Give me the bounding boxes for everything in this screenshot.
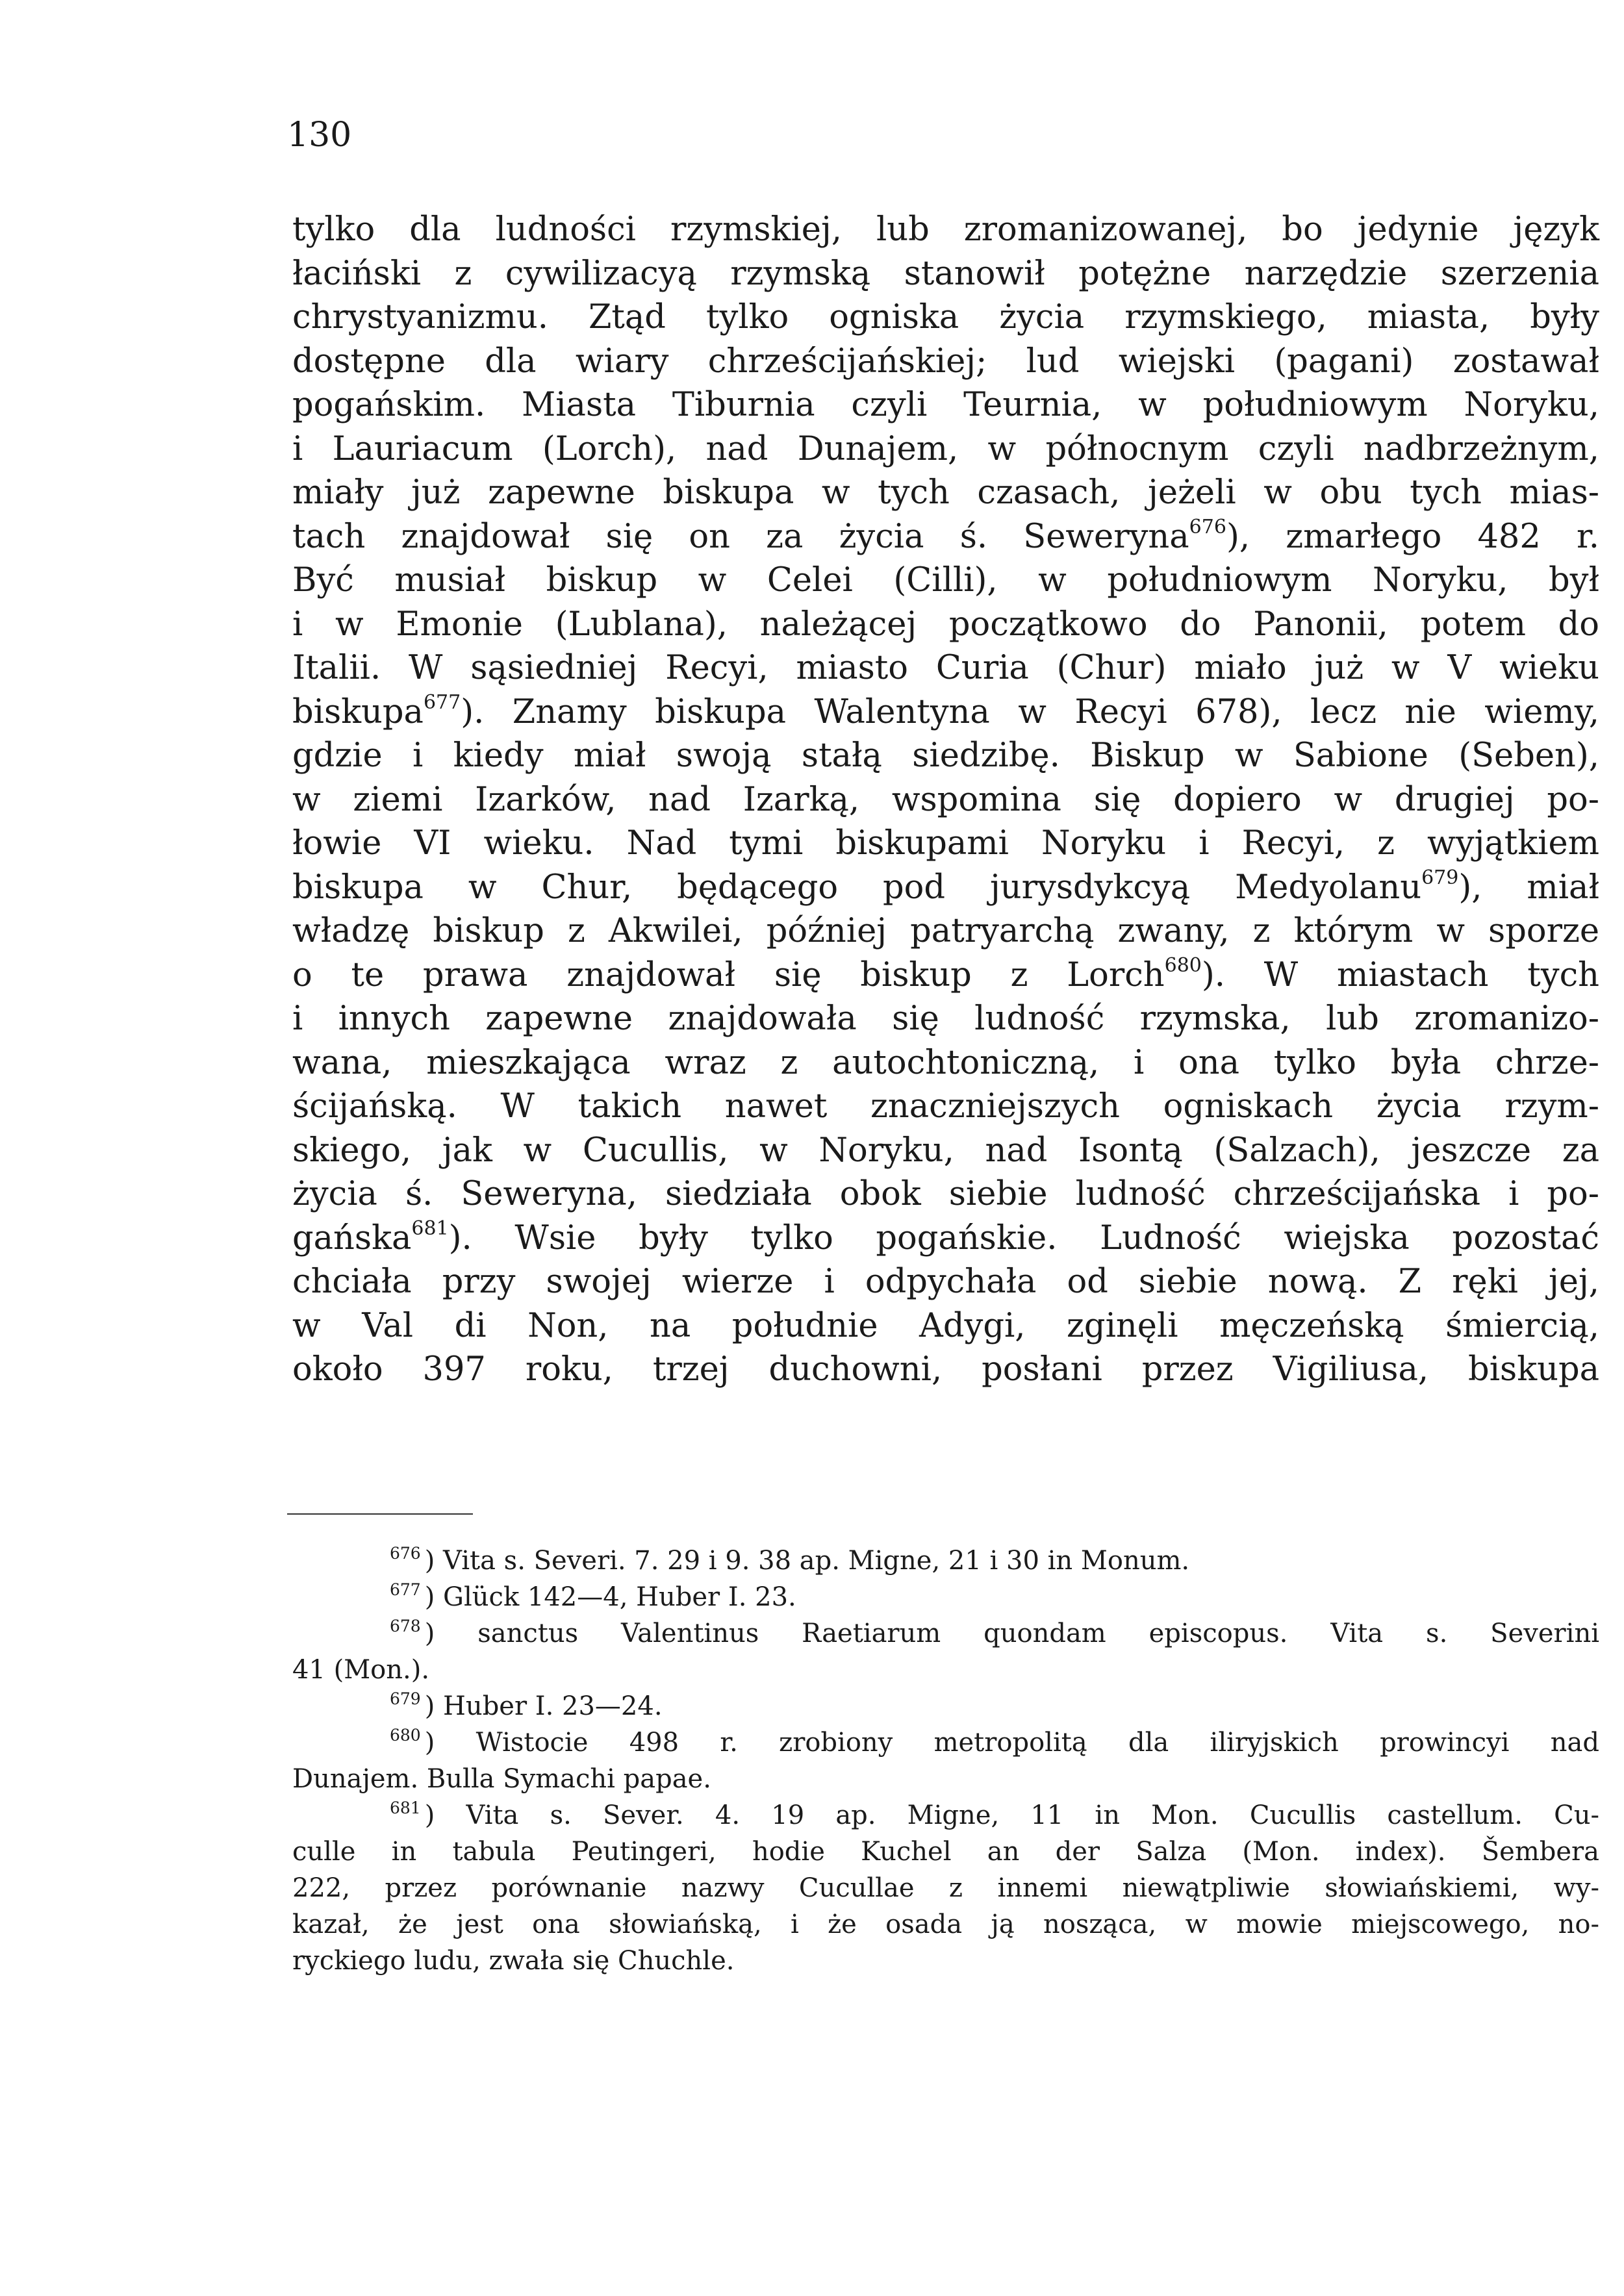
body-line-text: o te prawa znajdował się biskup z Lorch <box>292 955 1165 994</box>
footnote-line: $^{681}$ ) Vita s. Sever. 4. 19 ap. Migne, 11 in Mon. Cucullis castellum. Cu- <box>390 1798 1599 1830</box>
body-line-text: Italii. W sąsiedniej Recyi, miasto Curia (Chur) miało już w V wieku <box>292 649 1599 687</box>
body-line <box>292 515 1599 559</box>
footnote-line: $^{678}$ ) sanctus Valentinus Raetiarum quondam episcopus. Vita s. Severini <box>390 1617 1599 1648</box>
body-line <box>292 909 1599 953</box>
body-line <box>292 340 1599 384</box>
body-line-text: i w Emonie (Lublana), należącej początkowo do Panonii, potem do <box>292 605 1599 644</box>
footnote-line <box>292 1834 1599 1870</box>
body-line <box>292 559 1599 603</box>
body-line <box>292 1129 1599 1173</box>
footnote-text: sanctus Valentinus Raetiarum quondam episcopus. Vita s. Severini <box>477 1619 1599 1648</box>
footnote-ref: 680 <box>1164 953 1202 977</box>
body-line <box>292 603 1599 647</box>
footnote-number: 677 <box>390 1580 421 1599</box>
body-line <box>292 690 1599 735</box>
body-line-text: około 397 roku, trzej duchowni, posłani przez Vigiliusa, biskupa <box>292 1350 1599 1389</box>
footnote-line <box>292 1943 1599 1979</box>
page-number: 130 <box>287 116 352 155</box>
body-line-text: tylko dla ludności rzymskiej, lub zromanizowanej, bo jedynie język <box>292 210 1599 249</box>
body-line-text: ścijańską. W takich nawet znaczniejszych ogniskach życia rzym- <box>292 1087 1599 1126</box>
footnote-text: 222, przez porównanie nazwy Cucullae z innemi niewątpliwie słowiańskiemi, wy- <box>292 1873 1599 1903</box>
footnote-text: Huber I. 23—24. <box>443 1691 663 1721</box>
footnote-text: Glück 142—4, Huber I. 23. <box>443 1582 796 1612</box>
body-line-text: tach znajdował się on za życia ś. Seweryna <box>292 517 1189 556</box>
body-line <box>292 822 1599 866</box>
footnote-text: ryckiego ludu, zwała się Chuchle. <box>292 1946 735 1976</box>
body-line <box>292 1041 1599 1085</box>
body-line <box>292 296 1599 340</box>
body-line-text-after-ref: ). Wsie były tylko pogańskie. Ludność wiejska pozostać <box>448 1218 1599 1257</box>
footnote-text: culle in tabula Peutingeri, hodie Kuchel an der Salza (Mon. index). Šembera <box>292 1837 1599 1867</box>
body-line <box>292 866 1599 910</box>
body-line-text: i Lauriacum (Lorch), nad Dunajem, w północnym czyli nadbrzeżnym, <box>292 429 1599 468</box>
body-line-text: gańska <box>292 1218 412 1257</box>
body-line <box>292 997 1599 1041</box>
body-line-text: gdzie i kiedy miał swoją stałą siedzibę. Biskup w Sabione (Seben), <box>292 737 1599 775</box>
footnote-number: 676 <box>390 1544 421 1563</box>
footnote-line <box>292 1761 1599 1797</box>
body-line-text: skiego, jak w Cucullis, w Noryku, nad Isontą (Salzach), jeszcze za <box>292 1131 1599 1170</box>
footnote-line <box>292 1906 1599 1943</box>
body-line <box>292 252 1599 296</box>
footnote-number: 680 <box>390 1726 421 1745</box>
footnote-text: Vita s. Severi. 7. 29 i 9. 38 ap. Migne, 21 i 30 in Monum. <box>443 1546 1190 1576</box>
body-line-text: chrystyanizmu. Ztąd tylko ogniska życia rzymskiego, miasta, były <box>292 298 1599 336</box>
body-line-text: w ziemi Izarków, nad Izarką, wspomina się dopiero w drugiej po- <box>292 780 1599 819</box>
footnote-line: $^{679}$ ) Huber I. 23—24. <box>390 1689 663 1721</box>
body-line-text: w Val di Non, na południe Adygi, zginęli męczeńską śmiercią, <box>292 1306 1599 1345</box>
footnote-ref: 679 <box>1421 866 1459 889</box>
footnote-line: $^{677}$ ) Glück 142—4, Huber I. 23. <box>390 1580 796 1612</box>
body-line-text: i innych zapewne znajdowała się ludność rzymska, lub zromanizo- <box>292 1000 1599 1038</box>
body-line <box>292 1260 1599 1304</box>
body-line-text: władzę biskup z Akwilei, później patryarchą zwany, z którym w sporze <box>292 912 1599 950</box>
footnote-ref: 676 <box>1189 515 1226 538</box>
body-line-text: chciała przy swojej wierze i odpychała od siebie nową. Z ręki jej, <box>292 1263 1599 1301</box>
body-line <box>292 427 1599 472</box>
footnote-text: kazał, że jest ona słowiańską, i że osada ją nosząca, w mowie miejscowego, no- <box>292 1910 1599 1939</box>
body-line-text: wana, mieszkająca wraz z autochtoniczną, i ona tylko była chrze- <box>292 1043 1599 1082</box>
body-line <box>292 1172 1599 1217</box>
body-line-text: biskupa <box>292 692 424 731</box>
footnote-text: Vita s. Sever. 4. 19 ap. Migne, 11 in Mon. Cucullis castellum. Cu- <box>466 1800 1599 1830</box>
body-line <box>292 1217 1599 1261</box>
body-line-text-after-ref: ). W miastach tych <box>1201 955 1600 994</box>
footnote-text: 41 (Mon.). <box>292 1655 430 1685</box>
body-line-text: Być musiał biskup w Celei (Cilli), w południowym Noryku, był <box>292 561 1599 599</box>
footnote-number: 678 <box>390 1617 421 1635</box>
footnote-text: Wistocie 498 r. zrobiony metropolitą dla iliryjskich prowincyi nad <box>476 1728 1600 1758</box>
body-line <box>292 1348 1599 1392</box>
footnote-ref: 681 <box>411 1217 449 1240</box>
footnote-line <box>292 1870 1599 1906</box>
body-line-text: biskupa w Chur, będącego pod jurysdykcyą Medyolanu <box>292 868 1422 907</box>
body-text <box>292 208 1599 1392</box>
body-line <box>292 1304 1599 1348</box>
body-line <box>292 646 1599 690</box>
body-line-text: łaciński z cywilizacyą rzymską stanowił potężne narzędzie szerzenia <box>292 254 1599 293</box>
body-line-text: pogańskim. Miasta Tiburnia czyli Teurnia, w południowym Noryku, <box>292 386 1599 424</box>
body-line <box>292 953 1599 998</box>
footnote-line: $^{680}$ ) Wistocie 498 r. zrobiony metropolitą dla iliryjskich prowincyi nad <box>390 1726 1600 1758</box>
footnote-line <box>292 1652 1599 1688</box>
body-line-text: życia ś. Seweryna, siedziała obok siebie ludność chrześcijańska i po- <box>292 1175 1599 1213</box>
body-line-text: łowie VI wieku. Nad tymi biskupami Noryku i Recyi, z wyjątkiem <box>292 824 1599 863</box>
body-line-text: miały już zapewne biskupa w tych czasach, jeżeli w obu tych mias- <box>292 473 1599 512</box>
body-line <box>292 208 1599 252</box>
body-line-text-after-ref: ), miał <box>1458 868 1599 907</box>
footnotes <box>292 1543 1599 1979</box>
body-line <box>292 383 1599 427</box>
body-line-text: dostępne dla wiary chrześcijańskiej; lud wiejski (pagani) zostawał <box>292 342 1599 381</box>
footnote-number: 679 <box>390 1689 421 1708</box>
body-line-text-after-ref: ), zmarłego 482 r. <box>1226 517 1599 556</box>
body-line-text-after-ref: ). Znamy biskupa Walentyna w Recyi 678), lecz nie wiemy, <box>461 692 1599 731</box>
footnote-ref: 677 <box>423 690 461 714</box>
body-line <box>292 778 1599 822</box>
footnote-number: 681 <box>390 1798 421 1817</box>
body-line <box>292 471 1599 515</box>
body-line <box>292 734 1599 778</box>
footnote-rule <box>287 1513 473 1515</box>
footnote-text: Dunajem. Bulla Symachi papae. <box>292 1764 711 1794</box>
body-line <box>292 1085 1599 1129</box>
footnote-line: $^{676}$ ) Vita s. Severi. 7. 29 i 9. 38 ap. Migne, 21 i 30 in Monum. <box>390 1544 1190 1576</box>
